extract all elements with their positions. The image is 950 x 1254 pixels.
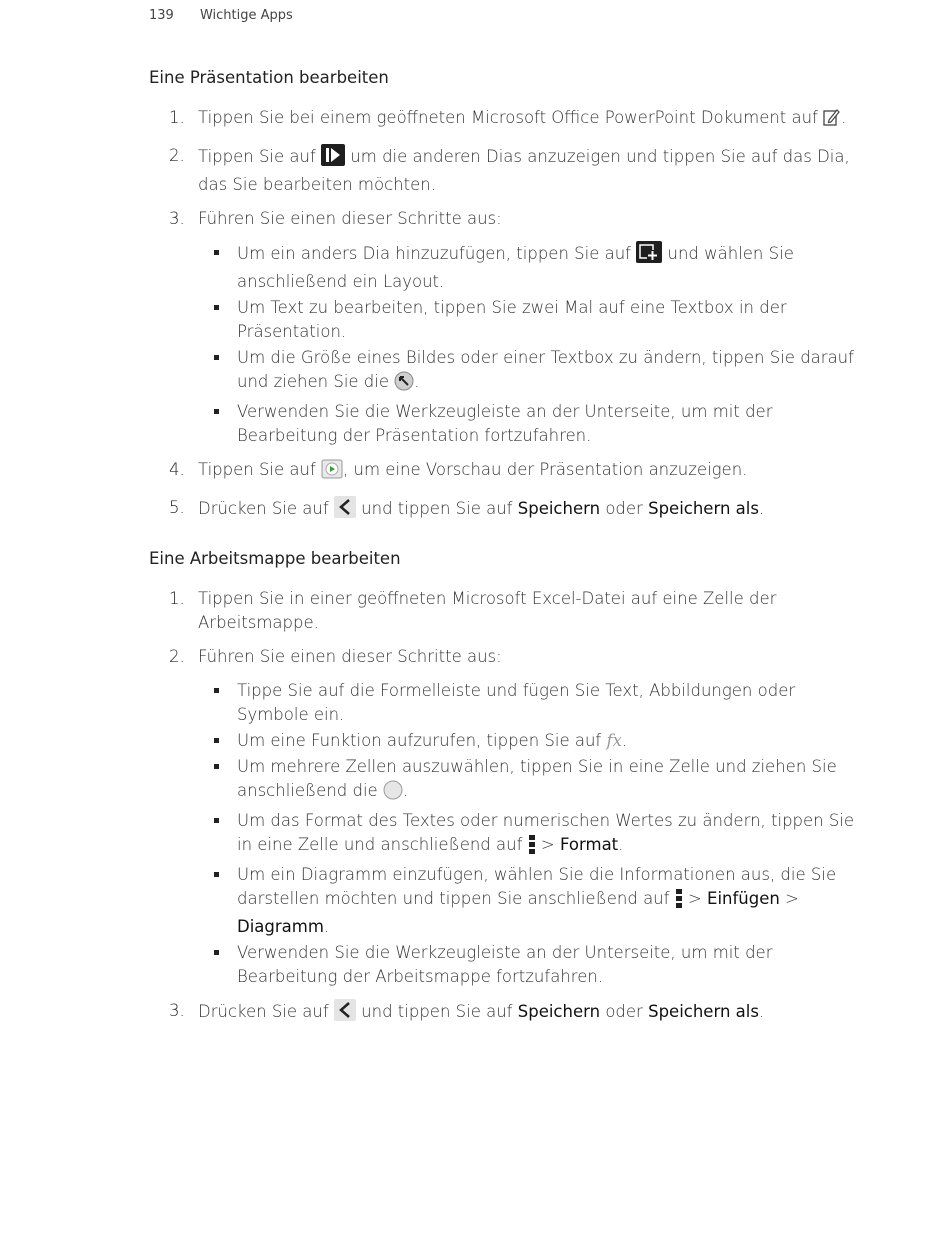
resize-handle-icon	[394, 371, 414, 398]
bullet-list	[198, 679, 864, 989]
list-item: Um mehrere Zellen auszuwählen, tippen Sie in eine Zelle und ziehen Sie anschließend die .	[198, 755, 864, 807]
list-item: 3. Führen Sie einen dieser Schritte aus: Um ein anders Dia hinzuzufügen, tippen Sie auf und wählen Sie anschließend ein Layout. Um Text zu bearbeiten, tippen Sie zwei Mal auf eine Textbox in der Präsentation. Um die Größe eines Bildes oder einer Textbox zu ändern, tippen Sie darauf und ziehen Sie die . Verwenden Sie die Werkzeugleiste an der Unterseite, um mit der Bearbeitung der Präsentation fortzufahren.	[149, 207, 864, 448]
page-content	[149, 66, 864, 1038]
menu-more-icon	[528, 834, 536, 861]
heading-edit-workbook: Eine Arbeitsmappe bearbeiten	[149, 549, 401, 568]
back-icon	[334, 999, 356, 1028]
presentation-steps	[149, 106, 864, 525]
selection-handle-icon	[383, 780, 403, 807]
preview-play-icon	[321, 459, 343, 486]
list-item: Verwenden Sie die Werkzeugleiste an der Unterseite, um mit der Bearbeitung der Präsentation fortzufahren.	[198, 400, 864, 448]
list-item: 4. Tippen Sie auf , um eine Vorschau der Präsentation anzuzeigen.	[149, 458, 864, 486]
list-item: 2. Führen Sie einen dieser Schritte aus: Tippe Sie auf die Formelleiste und fügen Sie Text, Abbildungen oder Symbole ein. Um eine Funktion aufzurufen, tippen Sie auf fx. Um mehrere Zellen auszuwählen, tippen Sie in eine Zelle und ziehen Sie anschließend die . Um das Format des Textes oder numerischen Wertes zu ändern, tippen Sie in eine Zelle und anschließend auf > Format. Um ein Diagramm einzufügen, wählen Sie die Informationen aus, die Sie darstellen möchten und tippen Sie anschließend auf > Einfügen > Diagramm. Verwenden Sie die Werkzeugleiste an der Unterseite, um mit der Bearbeitung der Arbeitsmappe fortzufahren.	[149, 645, 864, 989]
list-item: Um ein Diagramm einzufügen, wählen Sie die Informationen aus, die Sie darstellen möchten und tippen Sie anschließend auf > Einfügen > Diagramm.	[198, 863, 864, 939]
list-item: Tippe Sie auf die Formelleiste und fügen Sie Text, Abbildungen oder Symbole ein.	[198, 679, 864, 727]
list-item: 1. Tippen Sie bei einem geöffneten Microsoft Office PowerPoint Dokument auf .	[149, 106, 864, 134]
list-item: 2. Tippen Sie auf um die anderen Dias anzuzeigen und tippen Sie auf das Dia, das Sie bearbeiten möchten.	[169, 146, 850, 194]
list-item: Um ein anders Dia hinzuzufügen, tippen Sie auf und wählen Sie anschließend ein Layout.	[198, 241, 864, 294]
slides-panel-icon	[321, 144, 345, 173]
list-item: Um die Größe eines Bildes oder einer Textbox zu ändern, tippen Sie darauf und ziehen Sie die .	[198, 346, 864, 398]
list-item: Um eine Funktion aufzurufen, tippen Sie auf fx.	[198, 729, 864, 753]
page-number: 139	[149, 8, 174, 23]
workbook-steps	[149, 587, 864, 1028]
bullet-list	[198, 241, 864, 448]
list-item: 3. Drücken Sie auf und tippen Sie auf Speichern oder Speichern als.	[149, 999, 864, 1028]
edit-pencil-icon	[823, 107, 841, 134]
page-header	[149, 8, 293, 23]
list-item: 1. Tippen Sie in einer geöffneten Microsoft Excel-Datei auf eine Zelle der Arbeitsmappe.	[169, 589, 777, 632]
heading-edit-presentation: Eine Präsentation bearbeiten	[149, 68, 389, 87]
list-item: 5. Drücken Sie auf und tippen Sie auf Speichern oder Speichern als.	[149, 496, 864, 525]
menu-more-icon	[675, 888, 683, 915]
function-fx-icon: fx	[606, 731, 622, 750]
list-item: Verwenden Sie die Werkzeugleiste an der Unterseite, um mit der Bearbeitung der Arbeitsmappe fortzufahren.	[198, 941, 864, 989]
section-title: Wichtige Apps	[199, 8, 293, 23]
list-item: Um Text zu bearbeiten, tippen Sie zwei Mal auf eine Textbox in der Präsentation.	[198, 296, 864, 344]
back-icon	[334, 496, 356, 525]
add-slide-icon	[636, 241, 662, 270]
list-item: Um das Format des Textes oder numerischen Wertes zu ändern, tippen Sie in eine Zelle und anschließend auf > Format.	[198, 809, 864, 861]
